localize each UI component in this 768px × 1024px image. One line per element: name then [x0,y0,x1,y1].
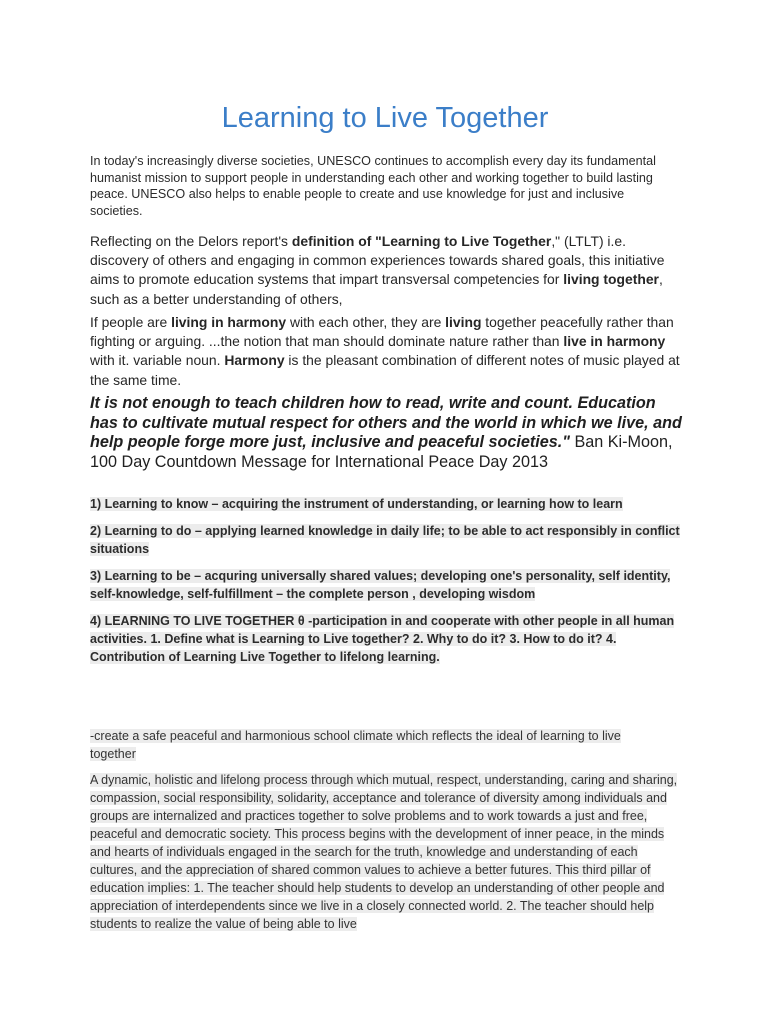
pillar-item [90,495,682,513]
delors-text-2: ," (LTLT) i.e. discovery of others and engaging in common experiences towards shared goals, this initiative aims to promote education systems that impart transversal competencies for [90,233,665,288]
pillar-text: 2) Learning to do – applying learned knowledge in daily life; to be able to act responsibly in conflict situations [90,524,680,556]
pillar-text: 1) Learning to know – acquiring the instrument of understanding, or learning how to learn [90,497,623,511]
delors-bold-2: living together [563,271,659,288]
dynamic-paragraph [90,771,680,933]
delors-text-3: , such as a better understanding of others, [90,271,663,307]
harmony-text-3: together peacefully rather than fighting or arguing. ...the notion that man should dominate nature rather than [90,314,674,350]
pillar-item [90,567,682,603]
dynamic-text: A dynamic, holistic and lifelong process through which mutual, respect, understanding, caring and sharing, compassion, social responsibility, solidarity, acceptance and tolerance of diversity among individuals and groups are internalized and practices together to solve problems and to work towards a just and free, peaceful and democratic society. This process begins with the development of inner peace, in the minds and hearts of individuals engaged in the search for the truth, knowledge and understanding of each cultures, and the appreciation of shared common values to achieve a better futures. This third pillar of education implies: 1. The teacher should help students to develop an understanding of other people and appreciation of interdependents since we live in a closely connected world. 2. The teacher should help students to realize the value of being able to live [90,773,678,931]
pillar-item [90,522,682,558]
pillar-item [90,612,682,666]
harmony-text-5: is the pleasant combination of different notes of music played at the same time. [90,352,680,388]
harmony-paragraph [90,313,680,390]
harmony-bold-3: live in harmony [563,333,666,350]
create-text: -create a safe peaceful and harmonious school climate which reflects the ideal of learning to live together [90,729,621,761]
delors-text-1: Reflecting on the Delors report's [90,233,292,249]
quote-attribution: Ban Ki-Moon, 100 Day Countdown Message for International Peace Day 2013 [90,433,673,471]
harmony-text-1: If people are [90,314,172,330]
delors-bold-1: definition of "Learning to Live Together [291,233,552,249]
pillar-text: 4) LEARNING TO LIVE TOGETHER θ -participation in and cooperate with other people in all human activities. 1. Define what is Learning to Live together? 2. Why to do it? 3. How to do it? 4. Contribution of Learning Live Together to lifelong learning. [90,614,675,664]
harmony-bold-4: Harmony [224,352,285,369]
create-paragraph [90,727,670,763]
intro-paragraph: In today's increasingly diverse societies, UNESCO continues to accomplish every day its fundamental humanist mission to support people in understanding each other and working together to build lasting peace. UNESCO also helps to enable people to create and use knowledge for just and inclusive societies. [90,154,656,218]
harmony-bold-1: living in harmony [171,314,287,330]
harmony-bold-2: living [445,314,482,330]
quote-text: It is not enough to teach children how to read, write and count. Education has to cultivate mutual respect for others and the world in which we live, and help people forge more just, inclusive and peaceful societies." [90,394,682,451]
pillar-text: 3) Learning to be – acquring universally shared values; developing one's personality, self identity, self-knowledge, self-fulfillment – the complete person , developing wisdom [90,569,671,601]
delors-paragraph [90,232,680,309]
harmony-text-4: with it. variable noun. [90,352,225,369]
quote-block [90,394,685,472]
harmony-text-2: with each other, they are [286,314,446,330]
page-title: Learning to Live Together [221,102,549,134]
